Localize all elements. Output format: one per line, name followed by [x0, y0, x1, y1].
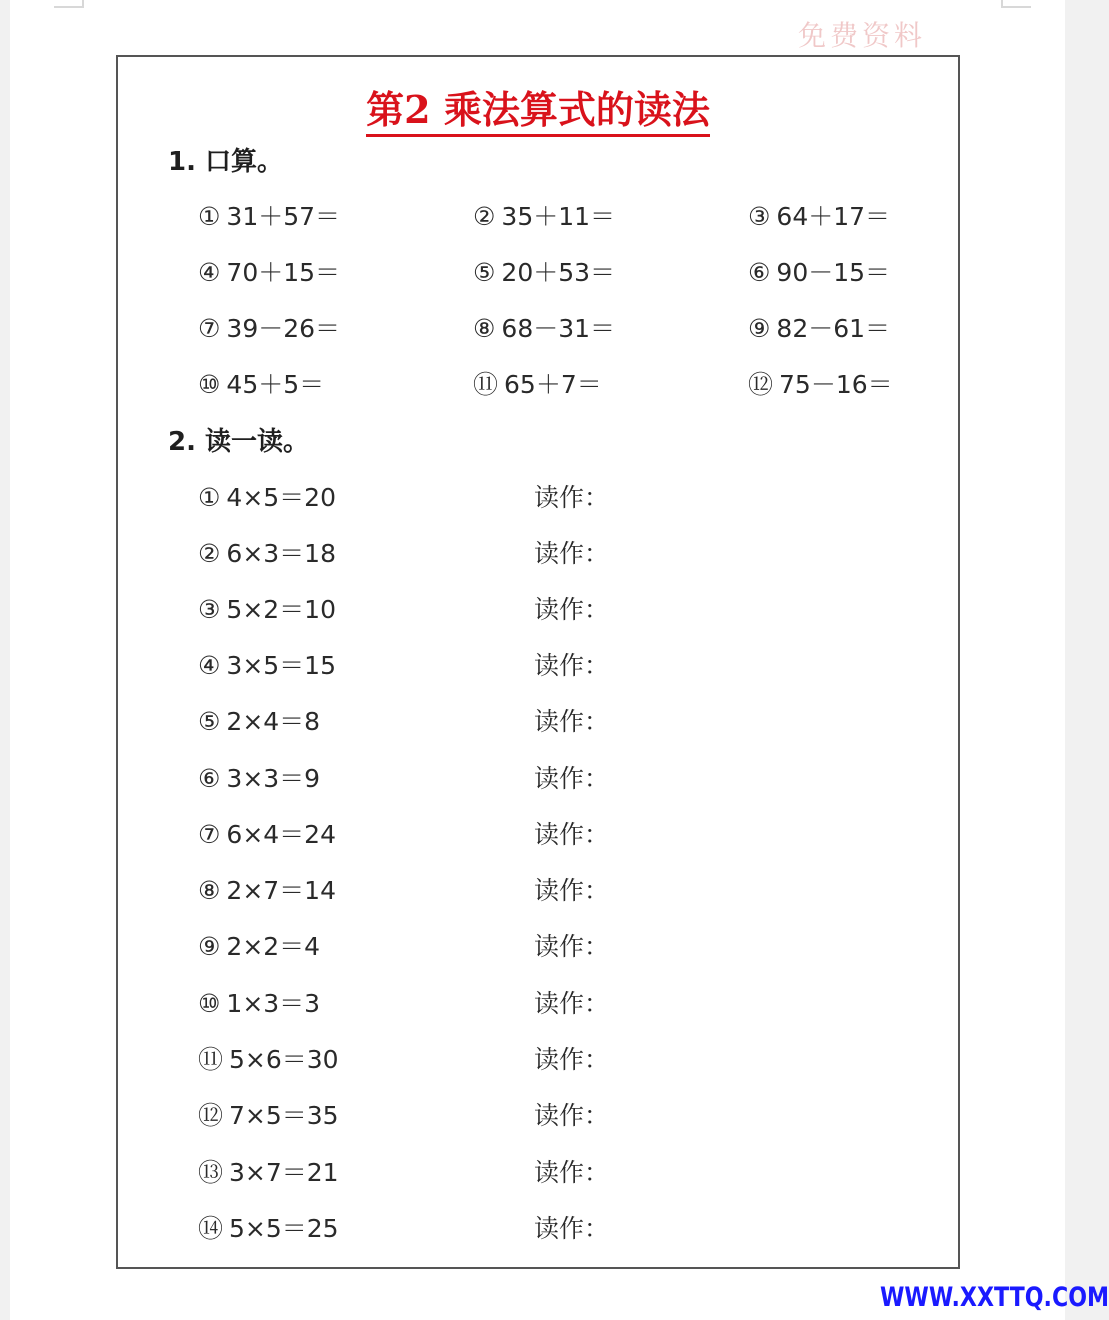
item-number: ⑦ — [198, 820, 221, 849]
item-number: ② — [473, 202, 496, 231]
item-number: ① — [198, 483, 221, 512]
read-equation — [198, 984, 320, 1020]
item-number: ④ — [198, 651, 221, 680]
item-number: ⑬ — [198, 1158, 224, 1187]
read-as-label: 读作： — [534, 707, 610, 736]
item-number: ⑩ — [198, 370, 221, 399]
item-number: ④ — [198, 258, 221, 287]
item-expression: 2×2＝4 — [226, 932, 321, 961]
mental-calc-item — [473, 365, 602, 401]
item-expression: 1×3＝3 — [226, 989, 321, 1018]
item-expression: 31＋57＝ — [226, 202, 341, 231]
worksheet-title — [118, 79, 958, 134]
mental-calc-item — [748, 197, 890, 233]
item-expression: 7×5＝35 — [229, 1101, 339, 1130]
item-expression: 82－61＝ — [776, 314, 891, 343]
read-equation — [198, 1040, 339, 1076]
item-expression: 20＋53＝ — [501, 258, 616, 287]
item-expression: 90－15＝ — [776, 258, 891, 287]
read-as-label: 读作： — [534, 595, 610, 624]
read-equation — [198, 927, 320, 963]
read-equation — [198, 1096, 339, 1132]
item-number: ⑪ — [473, 370, 499, 399]
item-expression: 2×4＝8 — [226, 707, 321, 736]
mental-calc-item — [748, 253, 890, 289]
read-equation — [198, 702, 320, 738]
site-logo: WWW.XXTTQ.COM — [880, 1282, 1109, 1313]
item-expression: 64＋17＝ — [776, 202, 891, 231]
worksheet-frame — [116, 55, 960, 1269]
page-corner-mark — [1001, 0, 1031, 8]
read-as-label: 读作： — [534, 539, 610, 568]
read-as-label: 读作： — [534, 1045, 610, 1074]
item-number: ⑨ — [748, 314, 771, 343]
item-expression: 35＋11＝ — [501, 202, 616, 231]
item-number: ⑧ — [473, 314, 496, 343]
read-as-label: 读作： — [534, 651, 610, 680]
item-expression: 5×2＝10 — [226, 595, 336, 624]
item-number: ⑥ — [198, 764, 221, 793]
read-as-label: 读作： — [534, 1214, 610, 1243]
read-as-label: 读作： — [534, 764, 610, 793]
section-1-heading: 1. 口算。 — [168, 147, 284, 177]
item-expression: 70＋15＝ — [226, 258, 341, 287]
item-expression: 2×7＝14 — [226, 876, 336, 905]
item-number: ⑧ — [198, 876, 221, 905]
read-as-label: 读作： — [534, 989, 610, 1018]
mental-calc-item — [473, 253, 615, 289]
item-number: ② — [198, 539, 221, 568]
item-number: ⑦ — [198, 314, 221, 343]
mental-calc-item — [198, 309, 340, 345]
page-corner-mark — [54, 0, 84, 8]
item-expression: 45＋5＝ — [226, 370, 325, 399]
item-expression: 5×6＝30 — [229, 1045, 339, 1074]
item-expression: 75－16＝ — [779, 370, 893, 399]
read-equation — [198, 815, 336, 851]
read-as-label: 读作： — [534, 1158, 610, 1187]
mental-calc-item — [748, 309, 890, 345]
item-number: ⑭ — [198, 1214, 224, 1243]
mental-calc-item — [473, 309, 615, 345]
item-number: ⑫ — [748, 370, 774, 399]
item-expression: 4×5＝20 — [226, 483, 336, 512]
mental-calc-item — [473, 197, 615, 233]
mental-calc-item — [748, 365, 893, 401]
read-as-label: 读作： — [534, 820, 610, 849]
item-number: ③ — [748, 202, 771, 231]
item-expression: 68－31＝ — [501, 314, 616, 343]
item-number: ⑫ — [198, 1101, 224, 1130]
item-number: ⑤ — [473, 258, 496, 287]
worksheet-title-text: 第2 乘法算式的读法 — [366, 87, 710, 137]
read-as-label: 读作： — [534, 932, 610, 961]
section-2-heading: 2. 读一读。 — [168, 427, 310, 457]
read-as-label: 读作： — [534, 876, 610, 905]
item-expression: 5×5＝25 — [229, 1214, 339, 1243]
item-number: ① — [198, 202, 221, 231]
read-equation — [198, 1153, 339, 1189]
read-equation — [198, 478, 336, 514]
read-equation — [198, 590, 336, 626]
mental-calc-item — [198, 253, 340, 289]
item-expression: 3×7＝21 — [229, 1158, 339, 1187]
item-expression: 6×4＝24 — [226, 820, 336, 849]
item-number: ⑪ — [198, 1045, 224, 1074]
read-as-label: 读作： — [534, 1101, 610, 1130]
read-equation — [198, 646, 336, 682]
item-number: ③ — [198, 595, 221, 624]
item-expression: 3×5＝15 — [226, 651, 336, 680]
item-number: ⑥ — [748, 258, 771, 287]
read-equation — [198, 871, 336, 907]
read-equation — [198, 1209, 339, 1245]
item-number: ⑩ — [198, 989, 221, 1018]
item-expression: 6×3＝18 — [226, 539, 336, 568]
read-as-label: 读作： — [534, 483, 610, 512]
read-equation — [198, 534, 336, 570]
mental-calc-item — [198, 197, 340, 233]
watermark-text: 免费资料 — [798, 19, 927, 52]
item-expression: 65＋7＝ — [504, 370, 602, 399]
item-expression: 3×3＝9 — [226, 764, 321, 793]
item-number: ⑨ — [198, 932, 221, 961]
mental-calc-item — [198, 365, 324, 401]
item-number: ⑤ — [198, 707, 221, 736]
read-equation — [198, 759, 320, 795]
item-expression: 39－26＝ — [226, 314, 341, 343]
